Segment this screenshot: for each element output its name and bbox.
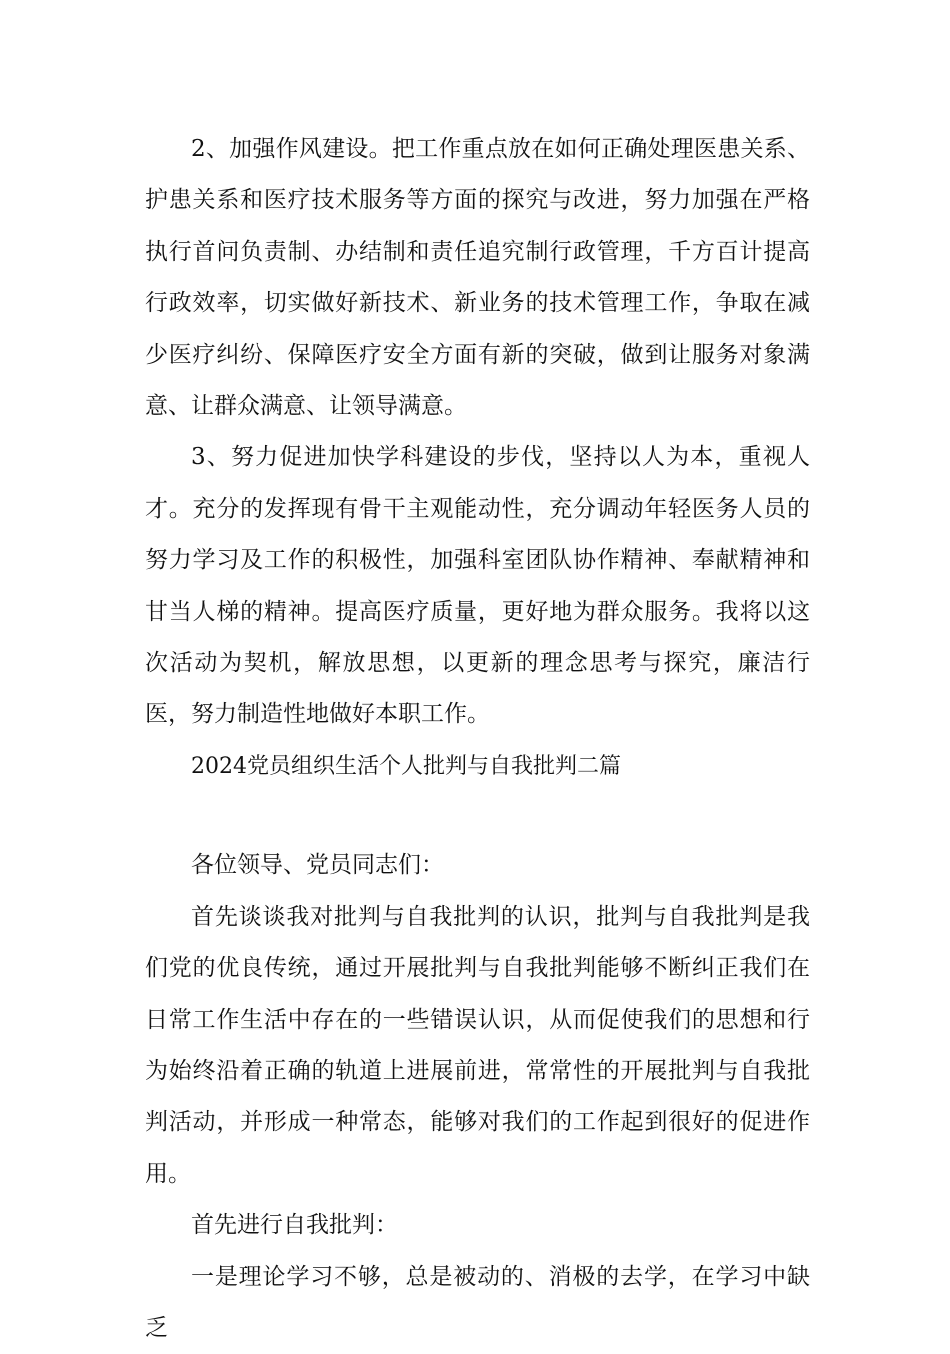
blank-line [145,792,810,840]
paragraph-salutation: 各位领导、党员同志们： [191,852,444,879]
paragraph-work-style: 2、加强作风建设。把工作重点放在如何正确处理医患关系、护患关系和医疗技术服务等方面的探究与改进，努力加强在严格执行首问负责制、办结制和责任追究制行政管理，千方百计提高行政效率，切实做好新技术、新业务的技术管理工作，争取在减少医疗纠纷、保障医疗安全方面有新的突破，做到让服务对象满意、让群众满意、让领导满意。 [145,136,810,420]
paragraph-point-one: 一是理论学习不够，总是被动的、消极的去学，在学习中缺乏 [145,1263,810,1341]
paragraph-discipline-building: 3、努力促进加快学科建设的步伐，坚持以人为本，重视人才。充分的发挥现有骨干主观能动性，充分调动年轻医务人员的努力学习及工作的积极性，加强科室团队协作精神、奉献精神和甘当人梯的精神。提高医疗质量，更好地为群众服务。我将以这次活动为契机，解放思想，以更新的理念思考与探究，廉洁行医，努力制造性地做好本职工作。 [145,444,810,728]
section-title: 2024党员组织生活个人批判与自我批判二篇 [191,753,621,779]
paragraph-self-criticism-heading: 首先进行自我批判： [191,1212,398,1239]
document-body [145,124,810,1354]
paragraph-understanding: 首先谈谈我对批判与自我批判的认识，批判与自我批判是我们党的优良传统，通过开展批判与自我批判能够不断纠正我们在日常工作生活中存在的一些错误认识，从而促使我们的思想和行为始终沿着正确的轨道上进展前进，常常性的开展批判与自我批判活动，并形成一种常态，能够对我们的工作起到很好的促进作用。 [145,903,810,1187]
